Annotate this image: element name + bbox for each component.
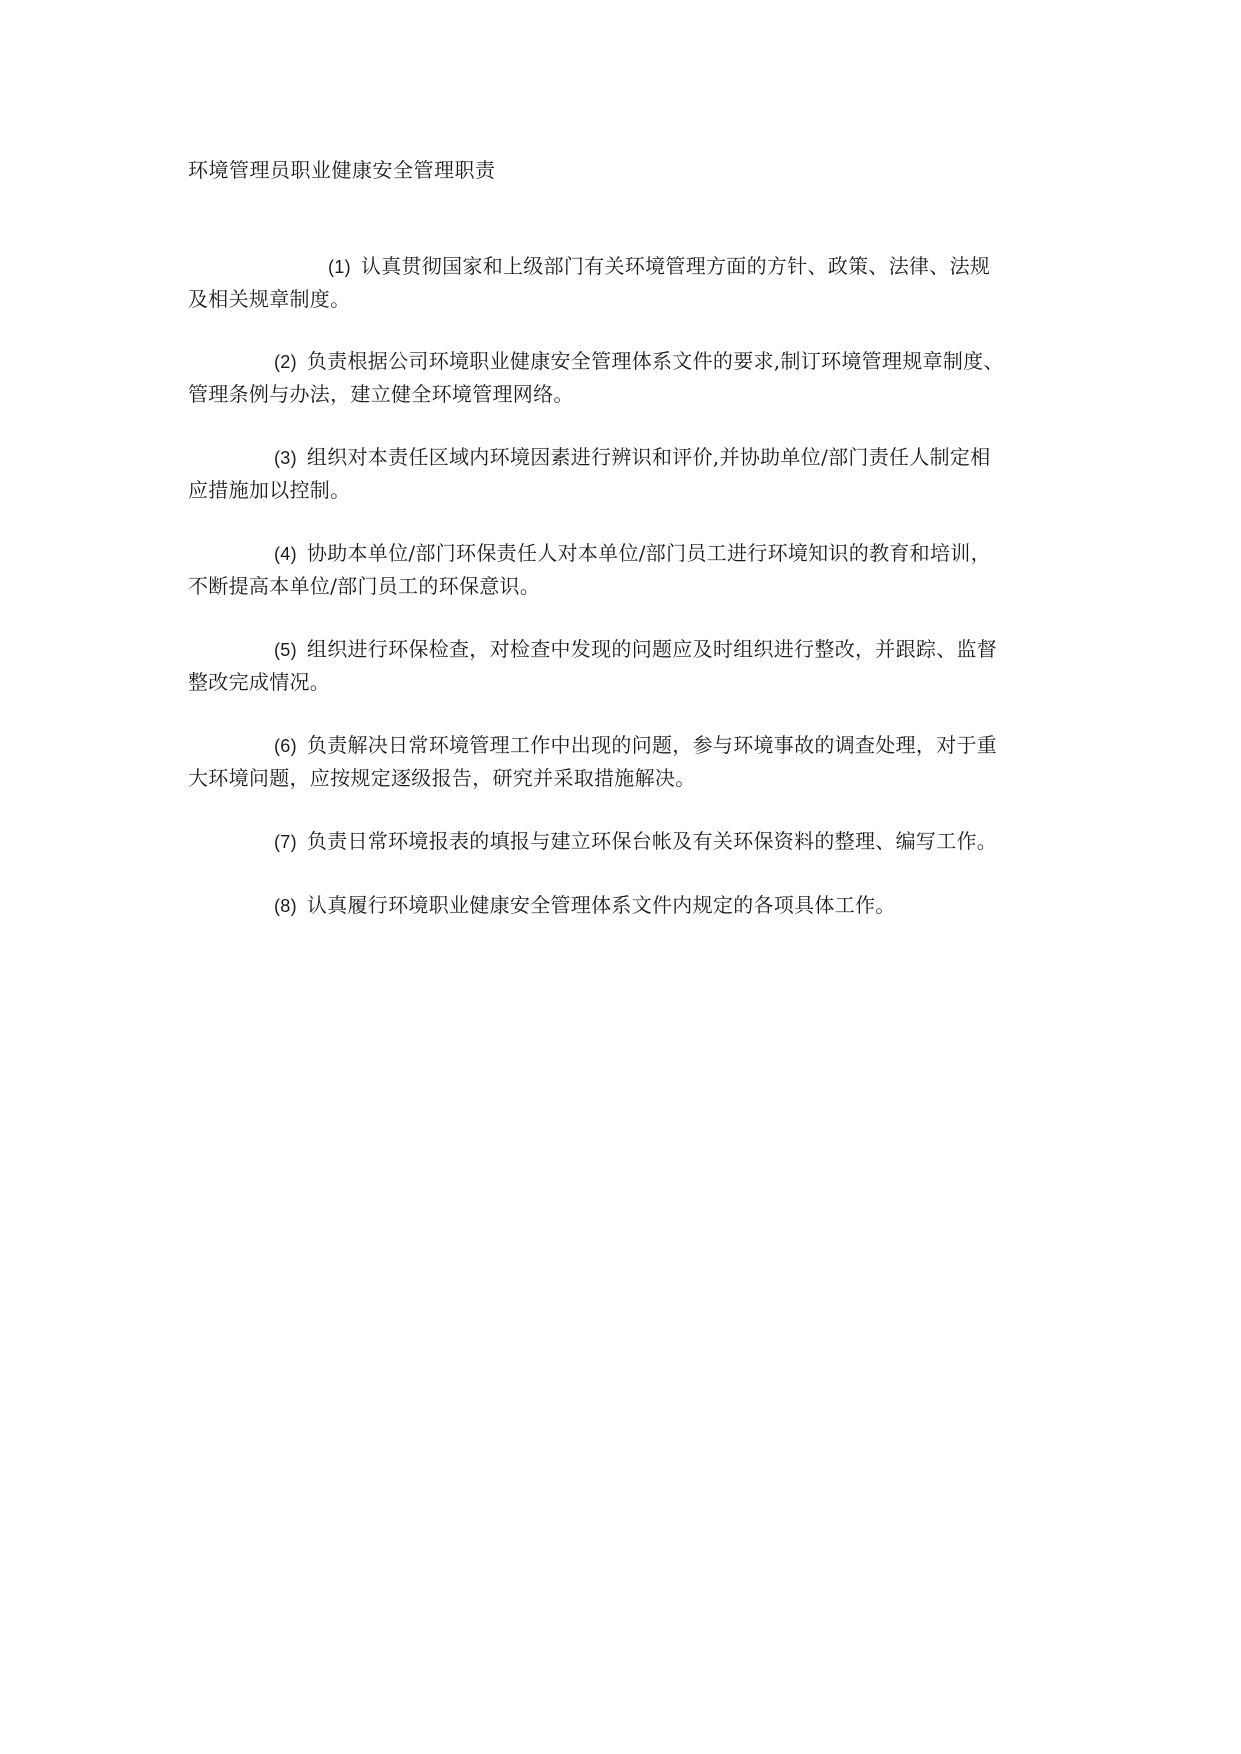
item-number: (2)	[274, 352, 297, 372]
item-text: 认真履行环境职业健康安全管理体系文件内规定的各项具体工作。	[306, 893, 896, 917]
item-number: (4)	[274, 544, 297, 564]
item-text: 组织进行环保检查，对检查中发现的问题应及时组织进行整改，并跟踪、监督	[306, 637, 998, 661]
item-line-first	[188, 345, 1068, 378]
item-line-continuation: 管理条例与办法，建立健全环境管理网络。	[188, 382, 574, 406]
list-item-2	[188, 345, 1068, 410]
item-line-first	[188, 250, 1068, 283]
item-text: 负责根据公司环境职业健康安全管理体系文件的要求,制订环境管理规章制度、	[306, 349, 1004, 373]
item-line-first	[188, 537, 1068, 570]
item-line-first	[188, 889, 1068, 922]
item-text: 认真贯彻国家和上级部门有关环境管理方面的方针、政策、法律、法规	[360, 254, 991, 278]
item-line-continuation: 整改完成情况。	[188, 670, 331, 694]
item-text: 负责日常环境报表的填报与建立环保台帐及有关环保资料的整理、编写工作。	[306, 829, 998, 853]
item-number: (8)	[274, 896, 297, 916]
list-item-7	[188, 825, 1068, 858]
list-item-5	[188, 633, 1068, 698]
list-item-4	[188, 537, 1068, 602]
item-line-continuation: 及相关规章制度。	[188, 287, 351, 311]
item-text: 负责解决日常环境管理工作中出现的问题，参与环境事故的调查处理，对于重	[306, 733, 998, 757]
item-text: 协助本单位/部门环保责任人对本单位/部门员工进行环境知识的教育和培训，	[306, 541, 991, 565]
item-number: (5)	[274, 640, 297, 660]
item-line-first	[188, 633, 1068, 666]
item-number: (7)	[274, 832, 297, 852]
list-item-3	[188, 441, 1068, 506]
document-title: 环境管理员职业健康安全管理职责	[188, 158, 496, 182]
item-line-continuation: 应措施加以控制。	[188, 478, 351, 502]
list-item-1	[188, 250, 1068, 315]
item-number: (1)	[328, 257, 351, 277]
item-line-continuation: 大环境问题，应按规定逐级报告，研究并采取措施解决。	[188, 766, 696, 790]
item-number: (6)	[274, 736, 297, 756]
item-text: 组织对本责任区域内环境因素进行辨识和评价,并协助单位/部门责任人制定相	[306, 445, 991, 469]
item-number: (3)	[274, 448, 297, 468]
item-line-first	[188, 441, 1068, 474]
item-line-first	[188, 729, 1068, 762]
list-item-8	[188, 889, 1068, 922]
item-line-first	[188, 825, 1068, 858]
list-item-6	[188, 729, 1068, 794]
item-line-continuation: 不断提高本单位/部门员工的环保意识。	[188, 574, 541, 598]
